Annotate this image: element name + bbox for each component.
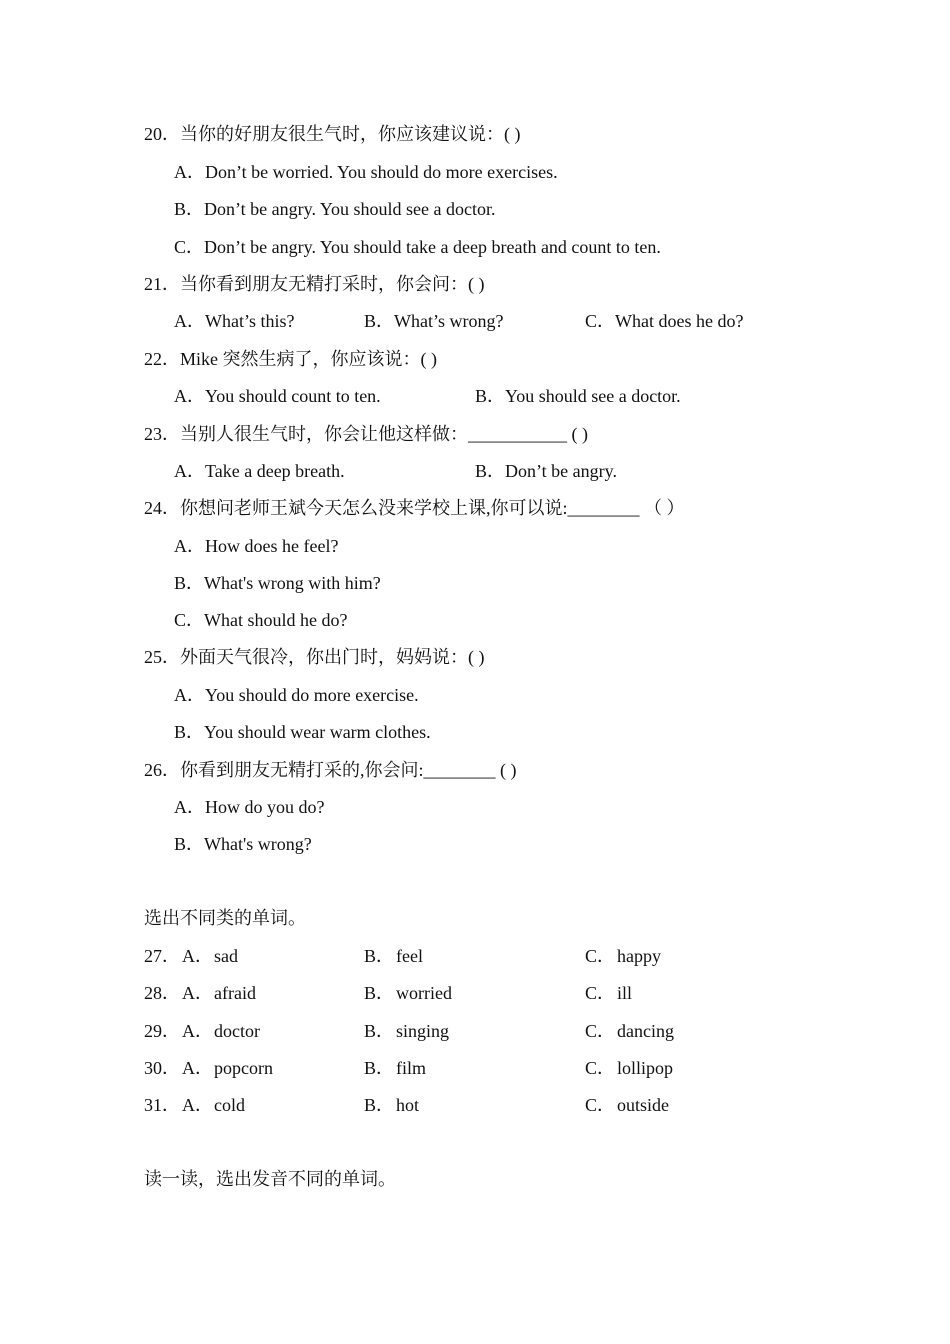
option-letter: C．	[174, 237, 205, 257]
option-text: How do you do?	[205, 797, 325, 817]
option-20-b	[174, 198, 496, 220]
word-a: afraid	[214, 983, 256, 1003]
section-heading-odd-one-out: 选出不同类的单词。	[144, 908, 306, 928]
word-b: film	[396, 1058, 426, 1078]
word-b: hot	[396, 1095, 420, 1115]
word-c: lollipop	[617, 1058, 674, 1078]
option-21-a	[174, 310, 294, 332]
question-number: 20．	[144, 124, 180, 144]
option-letter: B．	[364, 1058, 395, 1078]
question-text: 外面天气很冷，你出门时，妈妈说：( )	[180, 647, 485, 667]
option-21-c	[585, 310, 743, 332]
option-letter: A．	[174, 797, 205, 817]
question-number: 22．	[144, 349, 180, 369]
option-letter: C．	[585, 1021, 616, 1041]
option-letter: C．	[585, 946, 616, 966]
word-c: dancing	[617, 1021, 674, 1041]
option-25-a	[174, 684, 419, 706]
option-20-a	[174, 161, 558, 183]
option-letter: B．	[364, 983, 395, 1003]
option-letter: C．	[585, 983, 616, 1003]
option-text: What does he do?	[615, 311, 744, 331]
row-27-c	[585, 945, 661, 967]
question-20	[144, 123, 521, 145]
row-number: 28．	[144, 983, 180, 1003]
option-text: How does he feel?	[205, 536, 339, 556]
option-text: Don’t be worried. You should do more exercises.	[205, 162, 558, 182]
option-20-c	[174, 236, 661, 258]
option-text: You should see a doctor.	[505, 386, 681, 406]
word-c: ill	[617, 983, 633, 1003]
question-number: 23．	[144, 424, 180, 444]
question-text: 你看到朋友无精打采的,你会问:________ ( )	[180, 760, 517, 780]
option-letter: A．	[182, 1095, 213, 1115]
option-23-a	[174, 460, 345, 482]
row-30-c	[585, 1057, 673, 1079]
option-letter: B．	[364, 311, 395, 331]
option-letter: B．	[475, 386, 506, 406]
option-letter: B．	[364, 1021, 395, 1041]
option-text: What's wrong with him?	[204, 573, 381, 593]
option-letter: A．	[182, 983, 213, 1003]
row-number: 27．	[144, 946, 180, 966]
option-text: What should he do?	[204, 610, 348, 630]
option-letter: C．	[585, 1058, 616, 1078]
word-c: happy	[617, 946, 661, 966]
option-letter: B．	[364, 1095, 395, 1115]
option-23-b	[475, 460, 617, 482]
option-25-b	[174, 721, 431, 743]
option-letter: A．	[174, 461, 205, 481]
question-26	[144, 759, 517, 781]
option-letter: A．	[174, 311, 205, 331]
row-number: 31．	[144, 1095, 180, 1115]
option-text: Don’t be angry.	[505, 461, 617, 481]
row-29-b	[364, 1020, 449, 1042]
row-31-b	[364, 1094, 419, 1116]
option-22-a	[174, 385, 381, 407]
option-26-b	[174, 833, 312, 855]
option-text: Don’t be angry. You should take a deep breath and count to ten.	[204, 237, 661, 257]
option-text: What’s this?	[205, 311, 295, 331]
question-25	[144, 646, 485, 668]
option-letter: A．	[182, 946, 213, 966]
question-text: 当你看到朋友无精打采时，你会问：( )	[180, 274, 485, 294]
option-letter: A．	[174, 162, 205, 182]
question-number: 26．	[144, 760, 180, 780]
option-letter: B．	[364, 946, 395, 966]
question-24	[144, 497, 685, 519]
word-a: popcorn	[214, 1058, 273, 1078]
word-b: feel	[396, 946, 423, 966]
option-letter: C．	[585, 1095, 616, 1115]
option-24-b	[174, 572, 381, 594]
option-24-c	[174, 609, 347, 631]
row-31-c	[585, 1094, 669, 1116]
option-21-b	[364, 310, 503, 332]
row-28-c	[585, 982, 632, 1004]
question-number: 24．	[144, 498, 180, 518]
word-a: doctor	[214, 1021, 260, 1041]
option-letter: B．	[174, 573, 205, 593]
question-text: 当你的好朋友很生气时，你应该建议说：( )	[180, 124, 521, 144]
option-letter: C．	[585, 311, 616, 331]
row-number: 29．	[144, 1021, 180, 1041]
question-22	[144, 348, 437, 370]
option-letter: A．	[182, 1021, 213, 1041]
option-text: Take a deep breath.	[205, 461, 345, 481]
question-text: 你想问老师王斌今天怎么没来学校上课,你可以说:________ （ ）	[180, 498, 685, 518]
option-letter: A．	[174, 386, 205, 406]
option-text: What's wrong?	[204, 834, 312, 854]
option-text: Don’t be angry. You should see a doctor.	[204, 199, 496, 219]
question-text: Mike 突然生病了，你应该说：( )	[180, 349, 437, 369]
word-b: worried	[396, 983, 452, 1003]
option-letter: B．	[174, 722, 205, 742]
row-28-b	[364, 982, 452, 1004]
option-22-b	[475, 385, 681, 407]
option-text: You should do more exercise.	[205, 685, 419, 705]
question-text: 当别人很生气时，你会让他这样做：___________ ( )	[180, 424, 588, 444]
option-letter: B．	[174, 199, 205, 219]
option-letter: B．	[174, 834, 205, 854]
row-30-a	[144, 1057, 273, 1079]
question-21	[144, 273, 485, 295]
option-text: You should count to ten.	[205, 386, 381, 406]
word-a: cold	[214, 1095, 245, 1115]
row-28-a	[144, 982, 256, 1004]
word-c: outside	[617, 1095, 669, 1115]
option-text: You should wear warm clothes.	[204, 722, 431, 742]
word-b: singing	[396, 1021, 450, 1041]
option-text: What’s wrong?	[394, 311, 504, 331]
row-29-a	[144, 1020, 260, 1042]
question-23	[144, 423, 588, 445]
word-a: sad	[214, 946, 238, 966]
option-letter: A．	[174, 536, 205, 556]
row-27-b	[364, 945, 423, 967]
section-heading-pronunciation: 读一读，选出发音不同的单词。	[144, 1169, 396, 1189]
option-24-a	[174, 535, 338, 557]
row-31-a	[144, 1094, 245, 1116]
option-26-a	[174, 796, 325, 818]
row-29-c	[585, 1020, 674, 1042]
question-number: 21．	[144, 274, 180, 294]
question-number: 25．	[144, 647, 180, 667]
option-letter: A．	[174, 685, 205, 705]
row-27-a	[144, 945, 238, 967]
row-30-b	[364, 1057, 426, 1079]
option-letter: A．	[182, 1058, 213, 1078]
row-number: 30．	[144, 1058, 180, 1078]
option-letter: C．	[174, 610, 205, 630]
option-letter: B．	[475, 461, 506, 481]
